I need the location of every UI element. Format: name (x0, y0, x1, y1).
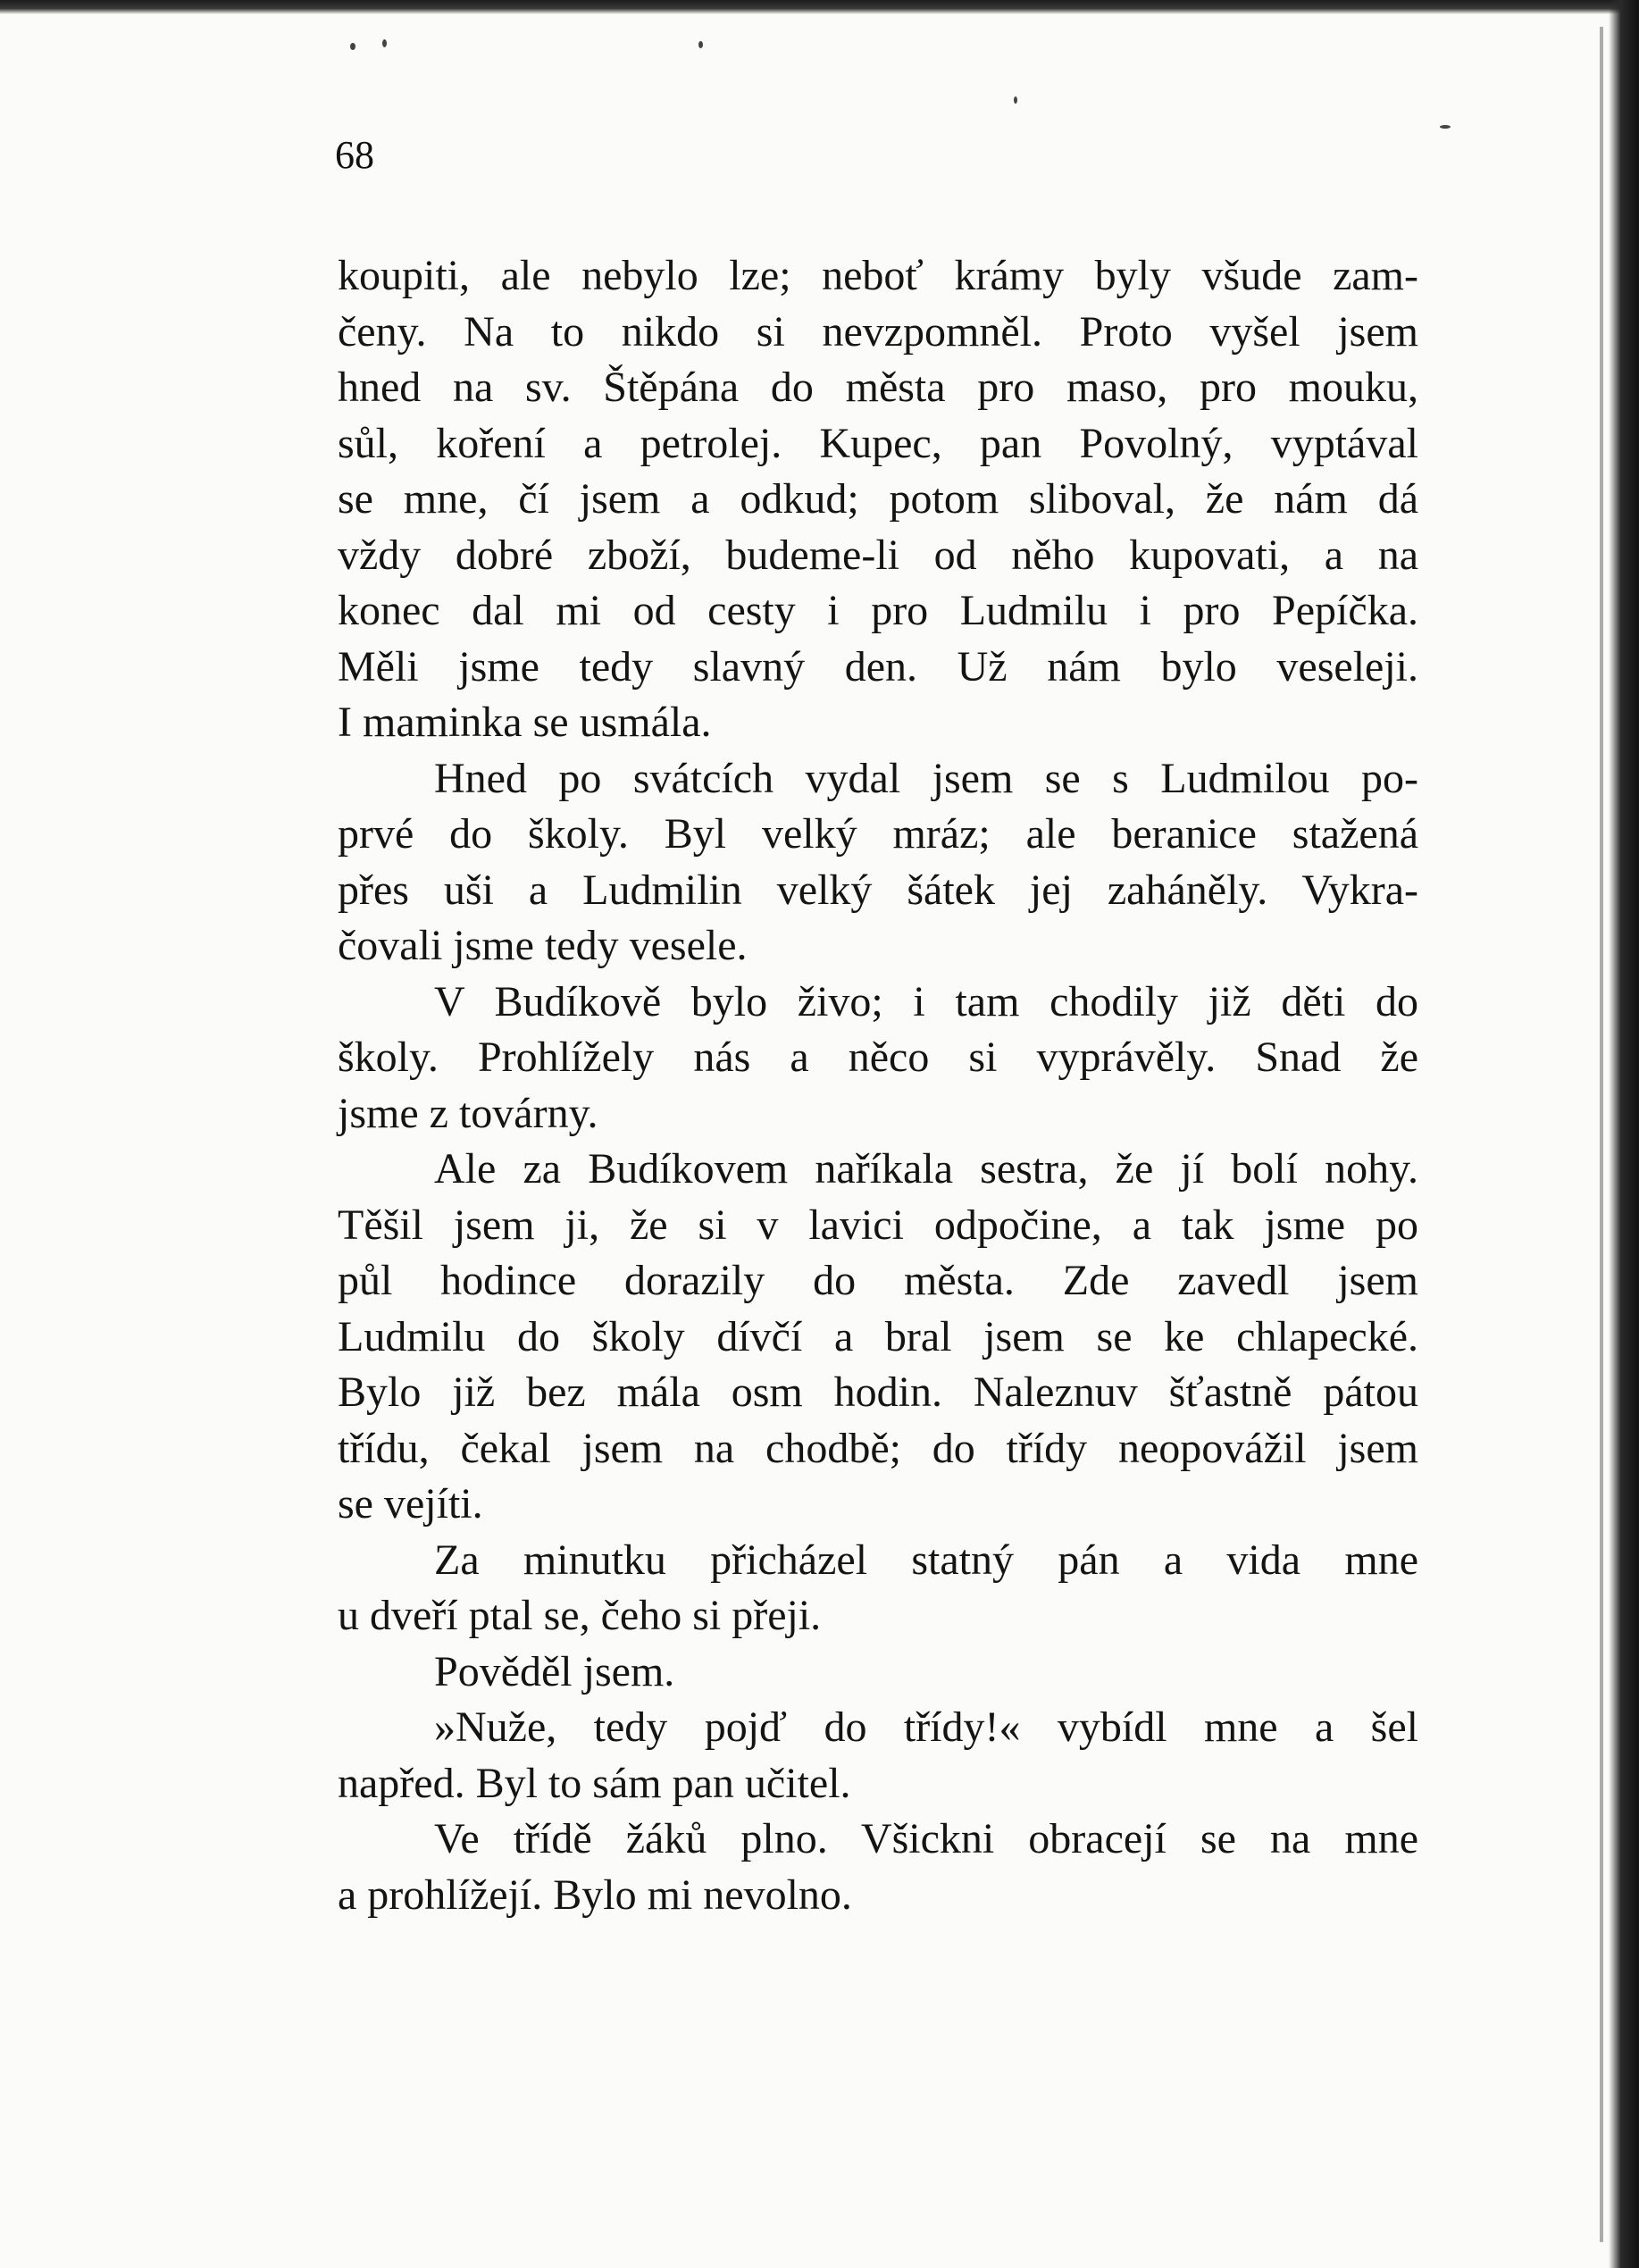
text-line: se vejíti. (338, 1480, 483, 1527)
scan-speck (1014, 96, 1017, 104)
text-line: hned na sv. Štěpána do města pro maso, pro mouku, (338, 364, 1418, 411)
text-line: Těšil jsem ji, že si v lavici odpočine, a tak jsme po (338, 1201, 1418, 1249)
text-line: konec dal mi od cesty i pro Ludmilu i pro Pepíčka. (338, 587, 1418, 634)
text-line: Za minutku přicházel statný pán a vida mne (434, 1536, 1418, 1584)
text-line: Ludmilu do školy dívčí a bral jsem se ke chlapecké. (338, 1312, 1418, 1360)
text-line: sůl, koření a petrolej. Kupec, pan Povolný, vyptával (338, 419, 1418, 467)
text-line: školy. Prohlížely nás a něco si vyprávěly. Snad že (338, 1034, 1418, 1081)
text-line: přes uši a Ludmilin velký šátek jej zaháněly. Vykra- (338, 866, 1418, 914)
scan-speck (350, 43, 355, 50)
scan-speck (698, 41, 703, 48)
text-line: »Nuže, tedy pojď do třídy!« vybídl mne a šel (434, 1703, 1418, 1751)
text-line: u dveří ptal se, čeho si přeji. (338, 1592, 822, 1639)
text-line: čeny. Na to nikdo si nevzpomněl. Proto vyšel jsem (338, 307, 1418, 356)
text-line: V Budíkově bylo živo; i tam chodily již děti do (434, 977, 1418, 1025)
text-line: Ale za Budíkovem naříkala sestra, že jí bolí nohy. (434, 1145, 1418, 1193)
text-line: Bylo již bez mála osm hodin. Naleznuv šťastně pátou (338, 1368, 1418, 1416)
text-line: I maminka se usmála. (338, 699, 712, 746)
text-line: vždy dobré zboží, budeme-li od něho kupovati, a na (338, 531, 1418, 579)
text-line: a prohlížejí. Bylo mi nevolno. (338, 1870, 852, 1919)
text-line: Hned po svátcích vydal jsem se s Ludmilou po- (434, 754, 1418, 802)
scan-edge-shadow (1600, 27, 1603, 2242)
text-line: koupiti, ale nebylo lze; neboť krámy byly všude zam- (338, 252, 1418, 299)
scan-speck (1440, 125, 1451, 129)
text-line: Ve třídě žáků plno. Všickni obracejí se na mne (434, 1815, 1418, 1862)
scan-edge-right (1609, 0, 1639, 2268)
page-number: 68 (335, 133, 374, 177)
text-line: půl hodince dorazily do města. Zde zavedl jsem (338, 1257, 1418, 1304)
text-line: Měli jsme tedy slavný den. Už nám bylo veseleji. (338, 642, 1418, 690)
scan-speck (382, 39, 387, 47)
text-line: napřed. Byl to sám pan učitel. (338, 1759, 851, 1807)
text-line: třídu, čekal jsem na chodbě; do třídy neopovážil jsem (338, 1424, 1418, 1472)
text-line: prvé do školy. Byl velký mráz; ale beranice stažená (338, 810, 1418, 858)
text-line: se mne, čí jsem a odkud; potom sliboval, že nám dá (338, 475, 1418, 523)
body-text (338, 248, 1418, 1923)
text-line: čovali jsme tedy vesele. (338, 922, 748, 969)
scan-edge-top (0, 0, 1639, 14)
text-line: Pověděl jsem. (434, 1647, 675, 1695)
text-line: jsme z továrny. (338, 1089, 598, 1137)
